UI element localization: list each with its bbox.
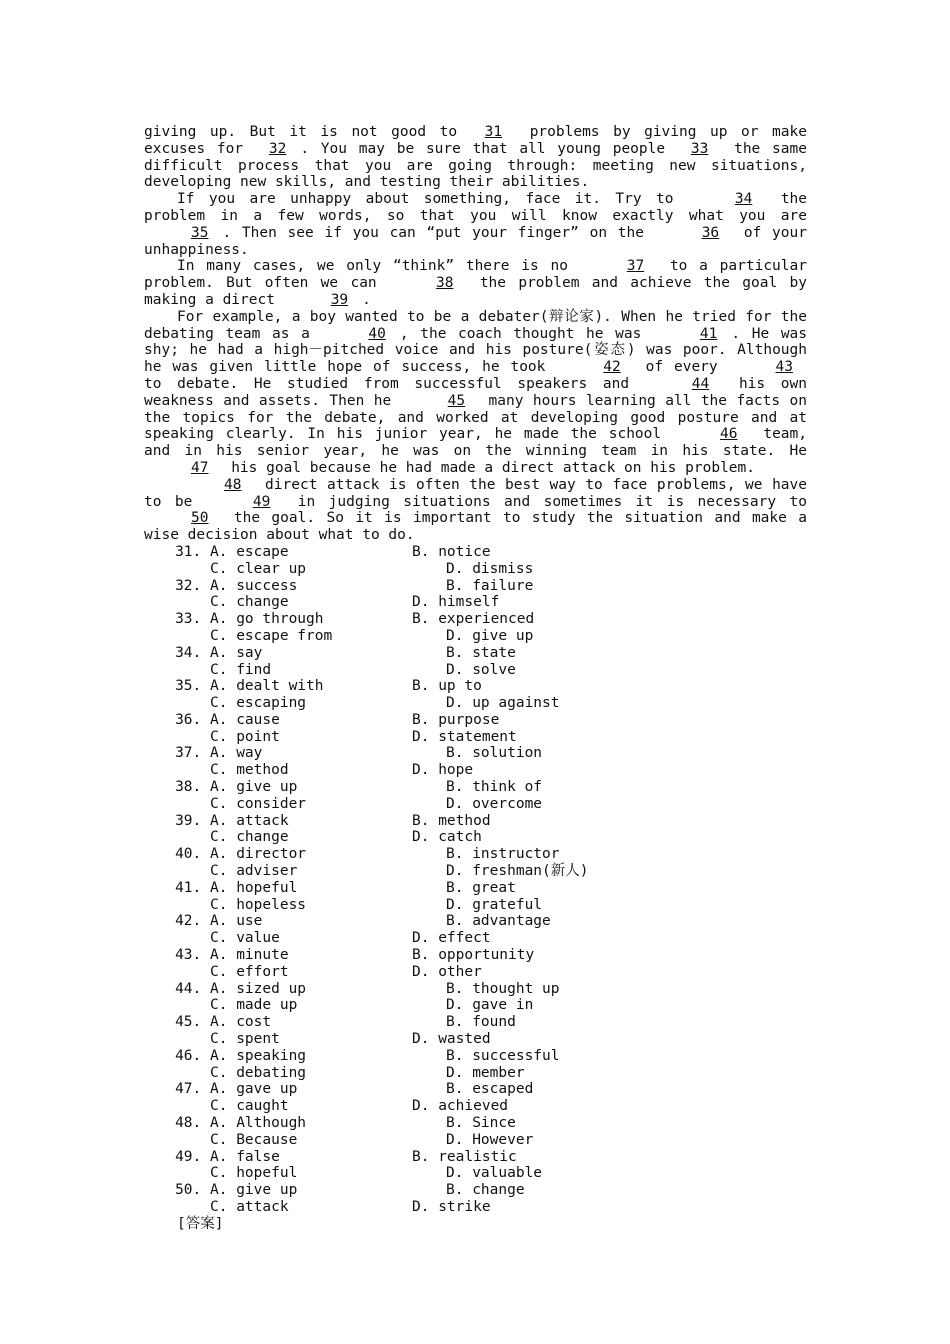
option-row [144,1132,807,1149]
option-right: D. give up [446,627,534,644]
passage-text: his own weakness and assets. Then he [144,375,807,409]
blank-number: 42 [603,359,621,376]
option-left: C. clear up [210,560,307,577]
passage-text: problems by giving up or make excuses for [144,124,807,157]
option-right: D. other [412,963,482,980]
option-right: D. freshman(新人) [446,863,589,880]
question-number: 46. [175,1047,210,1064]
option-row [144,695,807,712]
question-number [144,594,210,611]
option-left: C. method [210,762,289,779]
option-right: B. realistic [412,1148,517,1165]
option-right: B. instructor [446,846,560,863]
option-row [144,662,807,679]
option-left: C. Because [210,1131,298,1148]
option-left: A. escape [210,543,289,560]
question-number: 31. [175,543,210,560]
option-left: A. cause [210,711,280,728]
option-row [144,1115,807,1132]
passage-text: the problem and achieve the goal by making a direct [144,275,807,308]
option-row [144,913,807,930]
blank-number: 37 [626,258,645,275]
question-number [144,997,210,1014]
passage-text: In many cases, we only “think” there is no [177,258,580,275]
passage-text: If you are unhappy about something, face it. Try to [177,191,688,208]
option-left: A. say [210,644,263,661]
option-left: A. give up [210,1182,298,1199]
question-number [144,1065,210,1082]
blank-number: 38 [436,275,454,292]
option-row [144,561,807,578]
option-left: A. hopeful [210,879,298,896]
question-number: 44. [175,980,210,997]
blank-number: 48 [224,476,242,493]
question-number [144,561,210,578]
option-right: B. Since [446,1115,516,1132]
question-number [144,930,210,947]
option-right: D. wasted [412,1031,491,1048]
question-number [144,964,210,981]
option-row [144,947,807,964]
option-right: B. failure [446,577,534,594]
question-number: 49. [175,1148,210,1165]
option-right: B. found [446,1014,516,1031]
option-left: A. minute [210,947,289,964]
question-number: 42. [175,913,210,930]
option-right: D. overcome [446,795,543,812]
blank-number: 34 [734,191,753,208]
option-left: C. change [210,829,289,846]
passage-text: to debate. He studied from successful speakers and [144,375,645,392]
option-left: A. go through [210,611,324,628]
option-row [144,964,807,981]
question-number [144,1098,210,1115]
question-number [144,662,210,679]
passage-text: of your unhappiness. [144,224,807,258]
passage-text: his goal because he had made a direct attack on his problem. [222,459,755,476]
option-right: D. strike [412,1199,491,1215]
question-number [144,1165,210,1182]
option-row [144,1199,807,1216]
blank-number: 47 [191,459,209,476]
option-row [144,813,807,830]
option-right: B. experienced [412,611,535,628]
passage-paragraph [144,309,807,477]
passage-text: . [362,291,371,308]
passage-text: For example, a boy wanted to be a debater(辩论家). When he tried for the debating team as a [144,308,807,342]
option-right: B. great [446,879,516,896]
passage-paragraph [144,124,807,191]
question-number: 37. [175,745,210,762]
option-right: B. opportunity [412,947,535,964]
option-left: A. false [210,1148,280,1165]
option-row [144,729,807,746]
option-left: C. consider [210,795,307,812]
option-left: A. cost [210,1014,272,1031]
question-number [144,762,210,779]
option-right: D. valuable [446,1165,543,1182]
question-number: 50. [175,1182,210,1199]
question-number: 47. [175,1081,210,1098]
answer-label: [答案] [177,1215,224,1232]
blank-number: 46 [720,426,738,443]
passage-text: . Then see if you can “put your finger” on the [222,224,655,241]
option-left: C. attack [210,1199,289,1215]
option-right: D. up against [446,695,560,712]
option-right: D. grateful [446,896,543,913]
question-number: 40. [175,846,210,863]
option-right: B. successful [446,1047,560,1064]
option-row [144,645,807,662]
passage-text: , the coach thought he was [399,325,653,342]
option-right: B. method [412,812,491,829]
option-left: C. point [210,728,280,745]
question-number [144,695,210,712]
cloze-passage [144,124,807,544]
option-right: B. solution [446,745,543,762]
question-number: 45. [175,1014,210,1031]
option-right: B. advantage [446,913,551,930]
option-row [144,997,807,1014]
passage-text: . He was shy; he had a high－pitched voice and his posture(姿态) was poor. Although he was given little hope of success, he took [144,325,808,376]
option-row [144,829,807,846]
option-right: D. effect [412,930,491,947]
question-number [144,628,210,645]
passage-text: many hours learning all the facts on the topics for the debate, and worked at developing good posture and at speaking clearly. In his junior year, he made the school [144,392,807,443]
blank-number: 50 [191,510,209,527]
option-row [144,897,807,914]
option-row [144,779,807,796]
blank-number: 44 [691,375,710,392]
option-left: C. spent [210,1031,280,1048]
option-right: D. solve [446,661,516,678]
option-row [144,678,807,695]
option-row [144,796,807,813]
option-right: D. achieved [412,1098,509,1115]
option-left: A. dealt with [210,678,324,695]
blank-number: 43 [775,359,793,376]
option-left: C. value [210,930,280,947]
option-right: B. thought up [446,980,560,997]
question-number: 35. [175,678,210,695]
passage-text: the problem in a few words, so that you will know exactly what you are [144,191,808,224]
option-left: A. speaking [210,1047,307,1064]
option-right: D. member [446,1064,525,1081]
option-left: A. attack [210,812,289,829]
passage-text: the goal. So it is important to study the situation and make a wise decision about what to do. [144,510,807,544]
option-right: B. change [446,1182,525,1199]
option-row [144,628,807,645]
blank-number: 33 [690,140,709,157]
option-row [144,930,807,947]
question-number: 39. [175,812,210,829]
option-left: C. change [210,594,289,611]
question-number [144,863,210,880]
option-row [144,1065,807,1082]
blank-number: 35 [191,224,209,241]
option-left: C. made up [210,997,298,1014]
blank-number: 41 [699,325,718,342]
passage-text: the same difficult process that you are going through: meeting new situations, developing new skills, and testing their abilities. [144,140,807,191]
option-row [144,762,807,779]
option-row [144,1165,807,1182]
option-left: A. sized up [210,980,307,997]
question-number: 32. [175,577,210,594]
option-right: B. escaped [446,1081,534,1098]
document-page [144,124,807,1233]
option-right: B. up to [412,678,482,695]
question-number: 41. [175,879,210,896]
option-row [144,1182,807,1199]
passage-text: direct attack is often the best way to face problems, we have to be [144,476,807,510]
option-row [144,1031,807,1048]
option-row [144,578,807,595]
question-number [144,1199,210,1216]
passage-text: in judging situations and sometimes it is necessary to [284,493,807,510]
option-row [144,712,807,729]
option-left: A. give up [210,779,298,796]
option-left: A. gave up [210,1081,298,1098]
question-number [144,796,210,813]
option-row [144,1081,807,1098]
option-left: A. Although [210,1115,307,1132]
question-number [144,1132,210,1149]
blank-number: 45 [447,392,466,409]
passage-text: team, and in his senior year, he was on the winning team in his state. He [144,426,807,460]
option-row [144,863,807,880]
option-right: B. think of [446,779,543,796]
option-left: A. success [210,577,298,594]
question-number: 36. [175,711,210,728]
blank-number: 32 [268,140,287,157]
option-right: D. hope [412,762,474,779]
option-row [144,981,807,998]
option-left: A. use [210,913,263,930]
blank-number: 40 [368,325,386,342]
option-row [144,1048,807,1065]
option-right: D. dismiss [446,560,534,577]
option-row [144,1098,807,1115]
option-left: C. escape from [210,627,333,644]
option-row [144,880,807,897]
option-right: B. notice [412,543,491,560]
option-row [144,544,807,561]
question-number: 48. [175,1115,210,1132]
passage-text: of every [634,359,729,376]
option-right: B. purpose [412,711,500,728]
option-right: D. statement [412,728,517,745]
question-number [144,897,210,914]
passage-paragraph [144,258,807,308]
option-row [144,1014,807,1031]
option-row [144,611,807,628]
option-right: D. himself [412,594,500,611]
blank-number: 36 [701,224,720,241]
option-right: D. catch [412,829,482,846]
question-number: 38. [175,779,210,796]
blank-number: 49 [252,493,271,510]
option-left: C. escaping [210,695,307,712]
option-left: C. debating [210,1064,307,1081]
question-number [144,729,210,746]
option-left: C. effort [210,963,289,980]
option-row [144,846,807,863]
question-number [144,1031,210,1048]
passage-text: to a particular problem. But often we can [144,258,807,292]
passage-text: giving up. But it is not good to [144,124,471,140]
option-right: B. state [446,644,516,661]
option-right: D. gave in [446,997,534,1014]
option-row [144,1149,807,1166]
blank-number: 31 [484,124,503,140]
option-left: A. way [210,745,263,762]
option-left: C. caught [210,1098,289,1115]
passage-text: . You may be sure that all young people [300,140,677,157]
option-right: D. However [446,1131,534,1148]
question-number: 34. [175,644,210,661]
option-left: C. hopeful [210,1165,298,1182]
option-row [144,594,807,611]
blank-number: 39 [330,291,349,308]
option-left: A. director [210,846,307,863]
option-left: C. find [210,661,272,678]
option-row [144,745,807,762]
passage-paragraph [144,191,807,258]
question-number [144,829,210,846]
question-number: 43. [175,947,210,964]
option-left: C. adviser [210,863,298,880]
passage-paragraph [144,477,807,544]
question-number: 33. [175,611,210,628]
option-left: C. hopeless [210,896,307,913]
options-list [144,544,807,1216]
